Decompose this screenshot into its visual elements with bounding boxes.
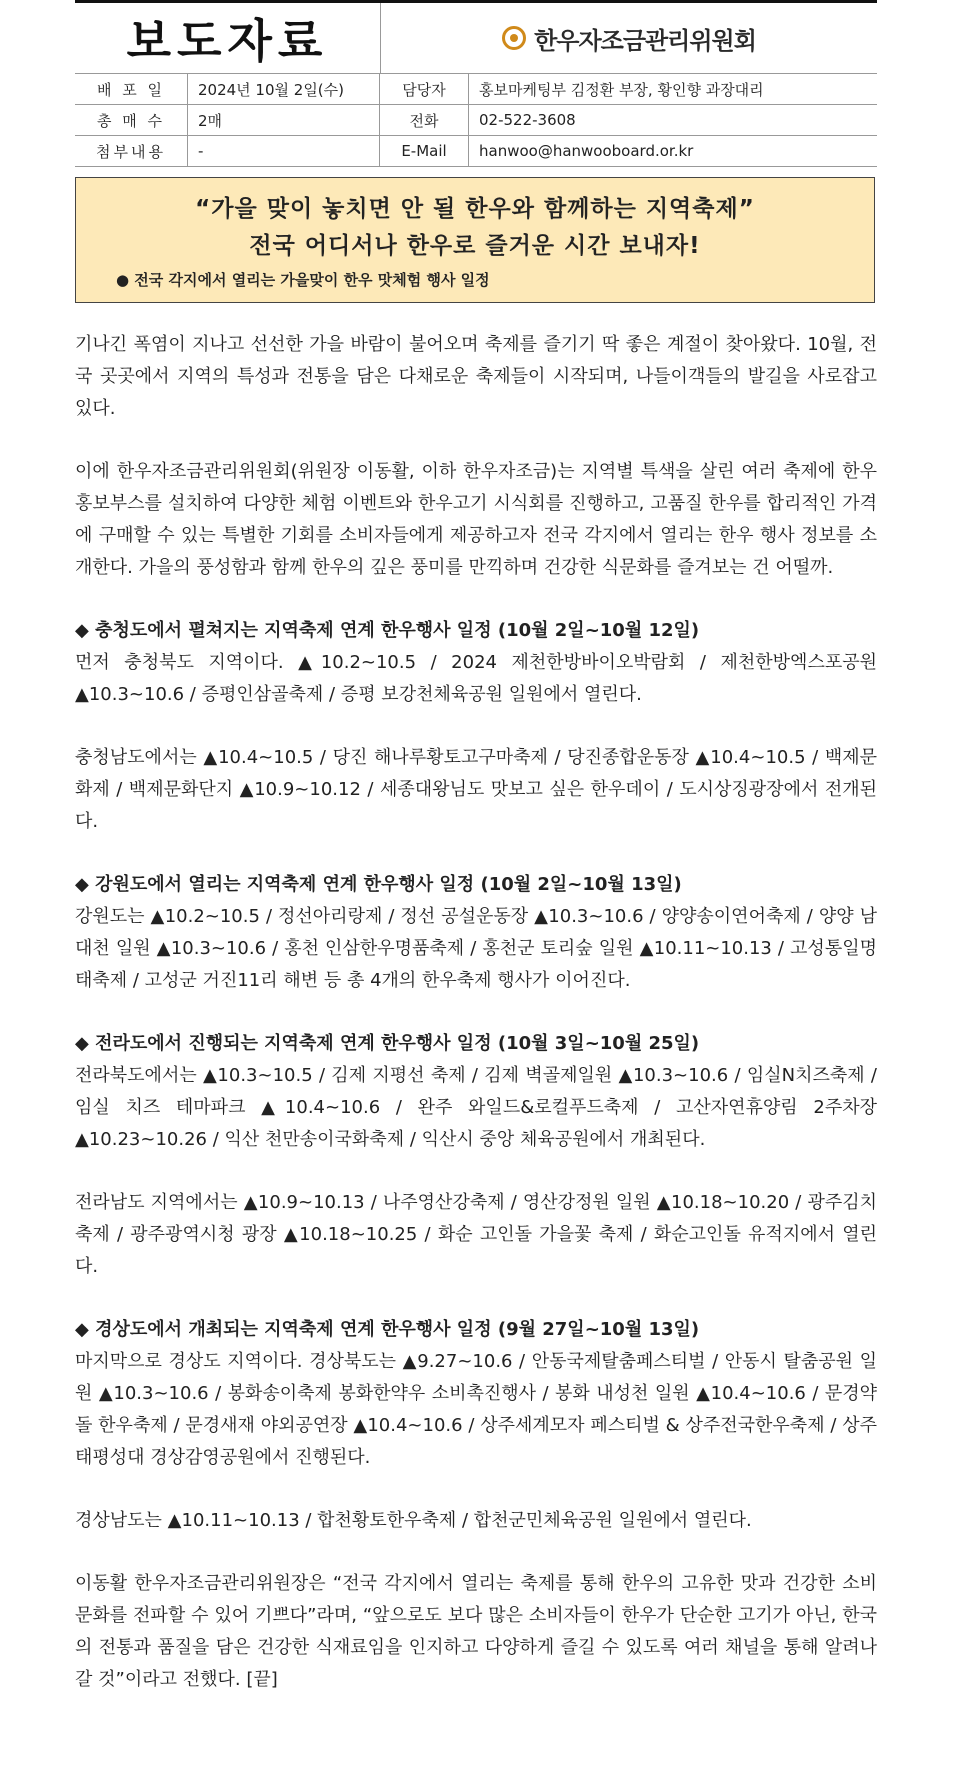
header-table [75,0,877,167]
value-release-date: 2024년 10월 2일(수) [188,74,380,104]
label-contact: 담당자 [380,74,469,104]
section-paragraph: 먼저 충청북도 지역이다. ▲10.2~10.5 / 2024 제천한방바이오박람회 / 제천한방엑스포공원 ▲10.3~10.6 / 증평인삼골축제 / 증평 보강천체육공원 일원에서 열린다. [75,652,877,705]
section-paragraph: 전라북도에서는 ▲10.3~10.5 / 김제 지평선 축제 / 김제 벽골제일원 ▲10.3~10.6 / 임실N치즈축제 / 임실 치즈 테마파크 ▲10.4~10.6 / 완주 와일드&로컬푸드축제 / 고산자연휴양림 2주차장 ▲10.23~10.26 / 익산 천만송이국화축제 / 익산시 중앙 체육공원에서 개최된다. [75,1065,877,1150]
doc-title: 보도자료 [75,3,381,73]
label-phone: 전화 [380,105,469,135]
org-logo-text: 한우자조금관리위원회 [534,26,756,55]
label-attachments: 첨부내용 [75,136,188,166]
hanwoo-logo-icon [502,26,526,50]
label-email: E-Mail [380,136,469,166]
value-attachments: - [188,136,380,166]
section-heading: ◆ 전라도에서 진행되는 지역축제 연계 한우행사 일정 (10월 3일~10월 25일) [75,1033,700,1054]
section-chungcheong [75,615,877,838]
press-release-page [75,0,877,1727]
headline-line-1: “가을 맞이 놓치면 안 될 한우와 함께하는 지역축제” [195,196,755,222]
section-paragraph: 전라남도 지역에서는 ▲10.9~10.13 / 나주영산강축제 / 영산강정원 일원 ▲10.18~10.20 / 광주김치축제 / 광주광역시청 광장 ▲10.18~10.25 / 화순 고인돌 가을꽃 축제 / 화순고인돌 유적지에서 열린다. [75,1192,877,1277]
label-pages: 총 매 수 [75,105,188,135]
intro-paragraph-1: 기나긴 폭염이 지나고 선선한 가을 바람이 불어오며 축제를 즐기기 딱 좋은 계절이 찾아왔다. 10월, 전국 곳곳에서 지역의 특성과 전통을 담은 다채로운 축제들이 시작되며, 나들이객들의 발길을 사로잡고 있다. [75,334,877,419]
section-heading: ◆ 충청도에서 펼쳐지는 지역축제 연계 한우행사 일정 (10월 2일~10월 12일) [75,620,700,641]
section-gyeongsang [75,1314,877,1537]
section-heading: ◆ 강원도에서 열리는 지역축제 연계 한우행사 일정 (10월 2일~10월 13일) [75,874,682,895]
org-logo [381,3,877,73]
value-pages: 2매 [188,105,380,135]
headline-subtitle: ● 전국 각지에서 열리는 가을맞이 한우 맛체험 행사 일정 [116,271,490,289]
section-heading: ◆ 경상도에서 개최되는 지역축제 연계 한우행사 일정 (9월 27일~10월 13일) [75,1319,700,1340]
section-gangwon [75,869,877,997]
intro-paragraph-2: 이에 한우자조금관리위원회(위원장 이동활, 이하 한우자조금)는 지역별 특색을 살린 여러 축제에 한우 홍보부스를 설치하여 다양한 체험 이벤트와 한우고기 시식회를 진행하고, 고품질 한우를 합리적인 가격에 구매할 수 있는 특별한 기회를 소비자들에게 제공하고자 전국 각지에서 열리는 한우 행사 정보를 소개한다. 가을의 풍성함과 함께 한우의 깊은 풍미를 만끽하며 건강한 식문화를 즐겨보는 건 어떨까. [75,461,877,578]
section-paragraph: 마지막으로 경상도 지역이다. 경상북도는 ▲9.27~10.6 / 안동국제탈춤페스티벌 / 안동시 탈춤공원 일원 ▲10.3~10.6 / 봉화송이축제 봉화한약우 소비촉진행사 / 봉화 내성천 일원 ▲10.4~10.6 / 문경약돌 한우축제 / 문경새재 야외공연장 ▲10.4~10.6 / 상주세계모자 페스티벌 & 상주전국한우축제 / 상주 태평성대 경상감영공원에서 진행된다. [75,1351,877,1468]
section-paragraph: 강원도는 ▲10.2~10.5 / 정선아리랑제 / 정선 공설운동장 ▲10.3~10.6 / 양양송이연어축제 / 양양 남대천 일원 ▲10.3~10.6 / 홍천 인삼한우명품축제 / 홍천군 토리숲 일원 ▲10.11~10.13 / 고성통일명태축제 / 고성군 거진11리 해변 등 총 4개의 한우축제 행사가 이어진다. [75,906,877,991]
closing-paragraph: 이동활 한우자조금관리위원장은 “전국 각지에서 열리는 축제를 통해 한우의 고유한 맛과 건강한 소비문화를 전파할 수 있어 기쁘다”라며, “앞으로도 보다 많은 소비자들이 한우가 단순한 고기가 아닌, 한국의 전통과 품질을 담은 건강한 식재료임을 인지하고 다양하게 즐길 수 있도록 여러 채널을 통해 알려나갈 것”이라고 전했다. [끝] [75,1573,877,1690]
headline-line-2: 전국 어디서나 한우로 즐거운 시간 보내자! [249,233,701,259]
header-row-attachments [75,136,877,167]
header-top [75,3,877,74]
value-contact: 홍보마케팅부 김정환 부장, 황인향 과장대리 [479,80,764,99]
value-email[interactable]: hanwoo@hanwooboard.or.kr [479,142,694,160]
section-paragraph: 충청남도에서는 ▲10.4~10.5 / 당진 해나루황토고구마축제 / 당진종합운동장 ▲10.4~10.5 / 백제문화제 / 백제문화단지 ▲10.9~10.12 / 세종대왕님도 맛보고 싶은 한우데이 / 도시상징광장에서 전개된다. [75,747,877,832]
section-jeolla [75,1028,877,1283]
label-release-date: 배 포 일 [75,74,188,104]
header-row-release-date [75,74,877,105]
header-row-pages [75,105,877,136]
value-phone: 02-522-3608 [479,111,576,129]
headline-box [75,177,875,303]
section-paragraph: 경상남도는 ▲10.11~10.13 / 합천황토한우축제 / 합천군민체육공원 일원에서 열린다. [75,1510,752,1531]
article-body [75,329,877,1696]
